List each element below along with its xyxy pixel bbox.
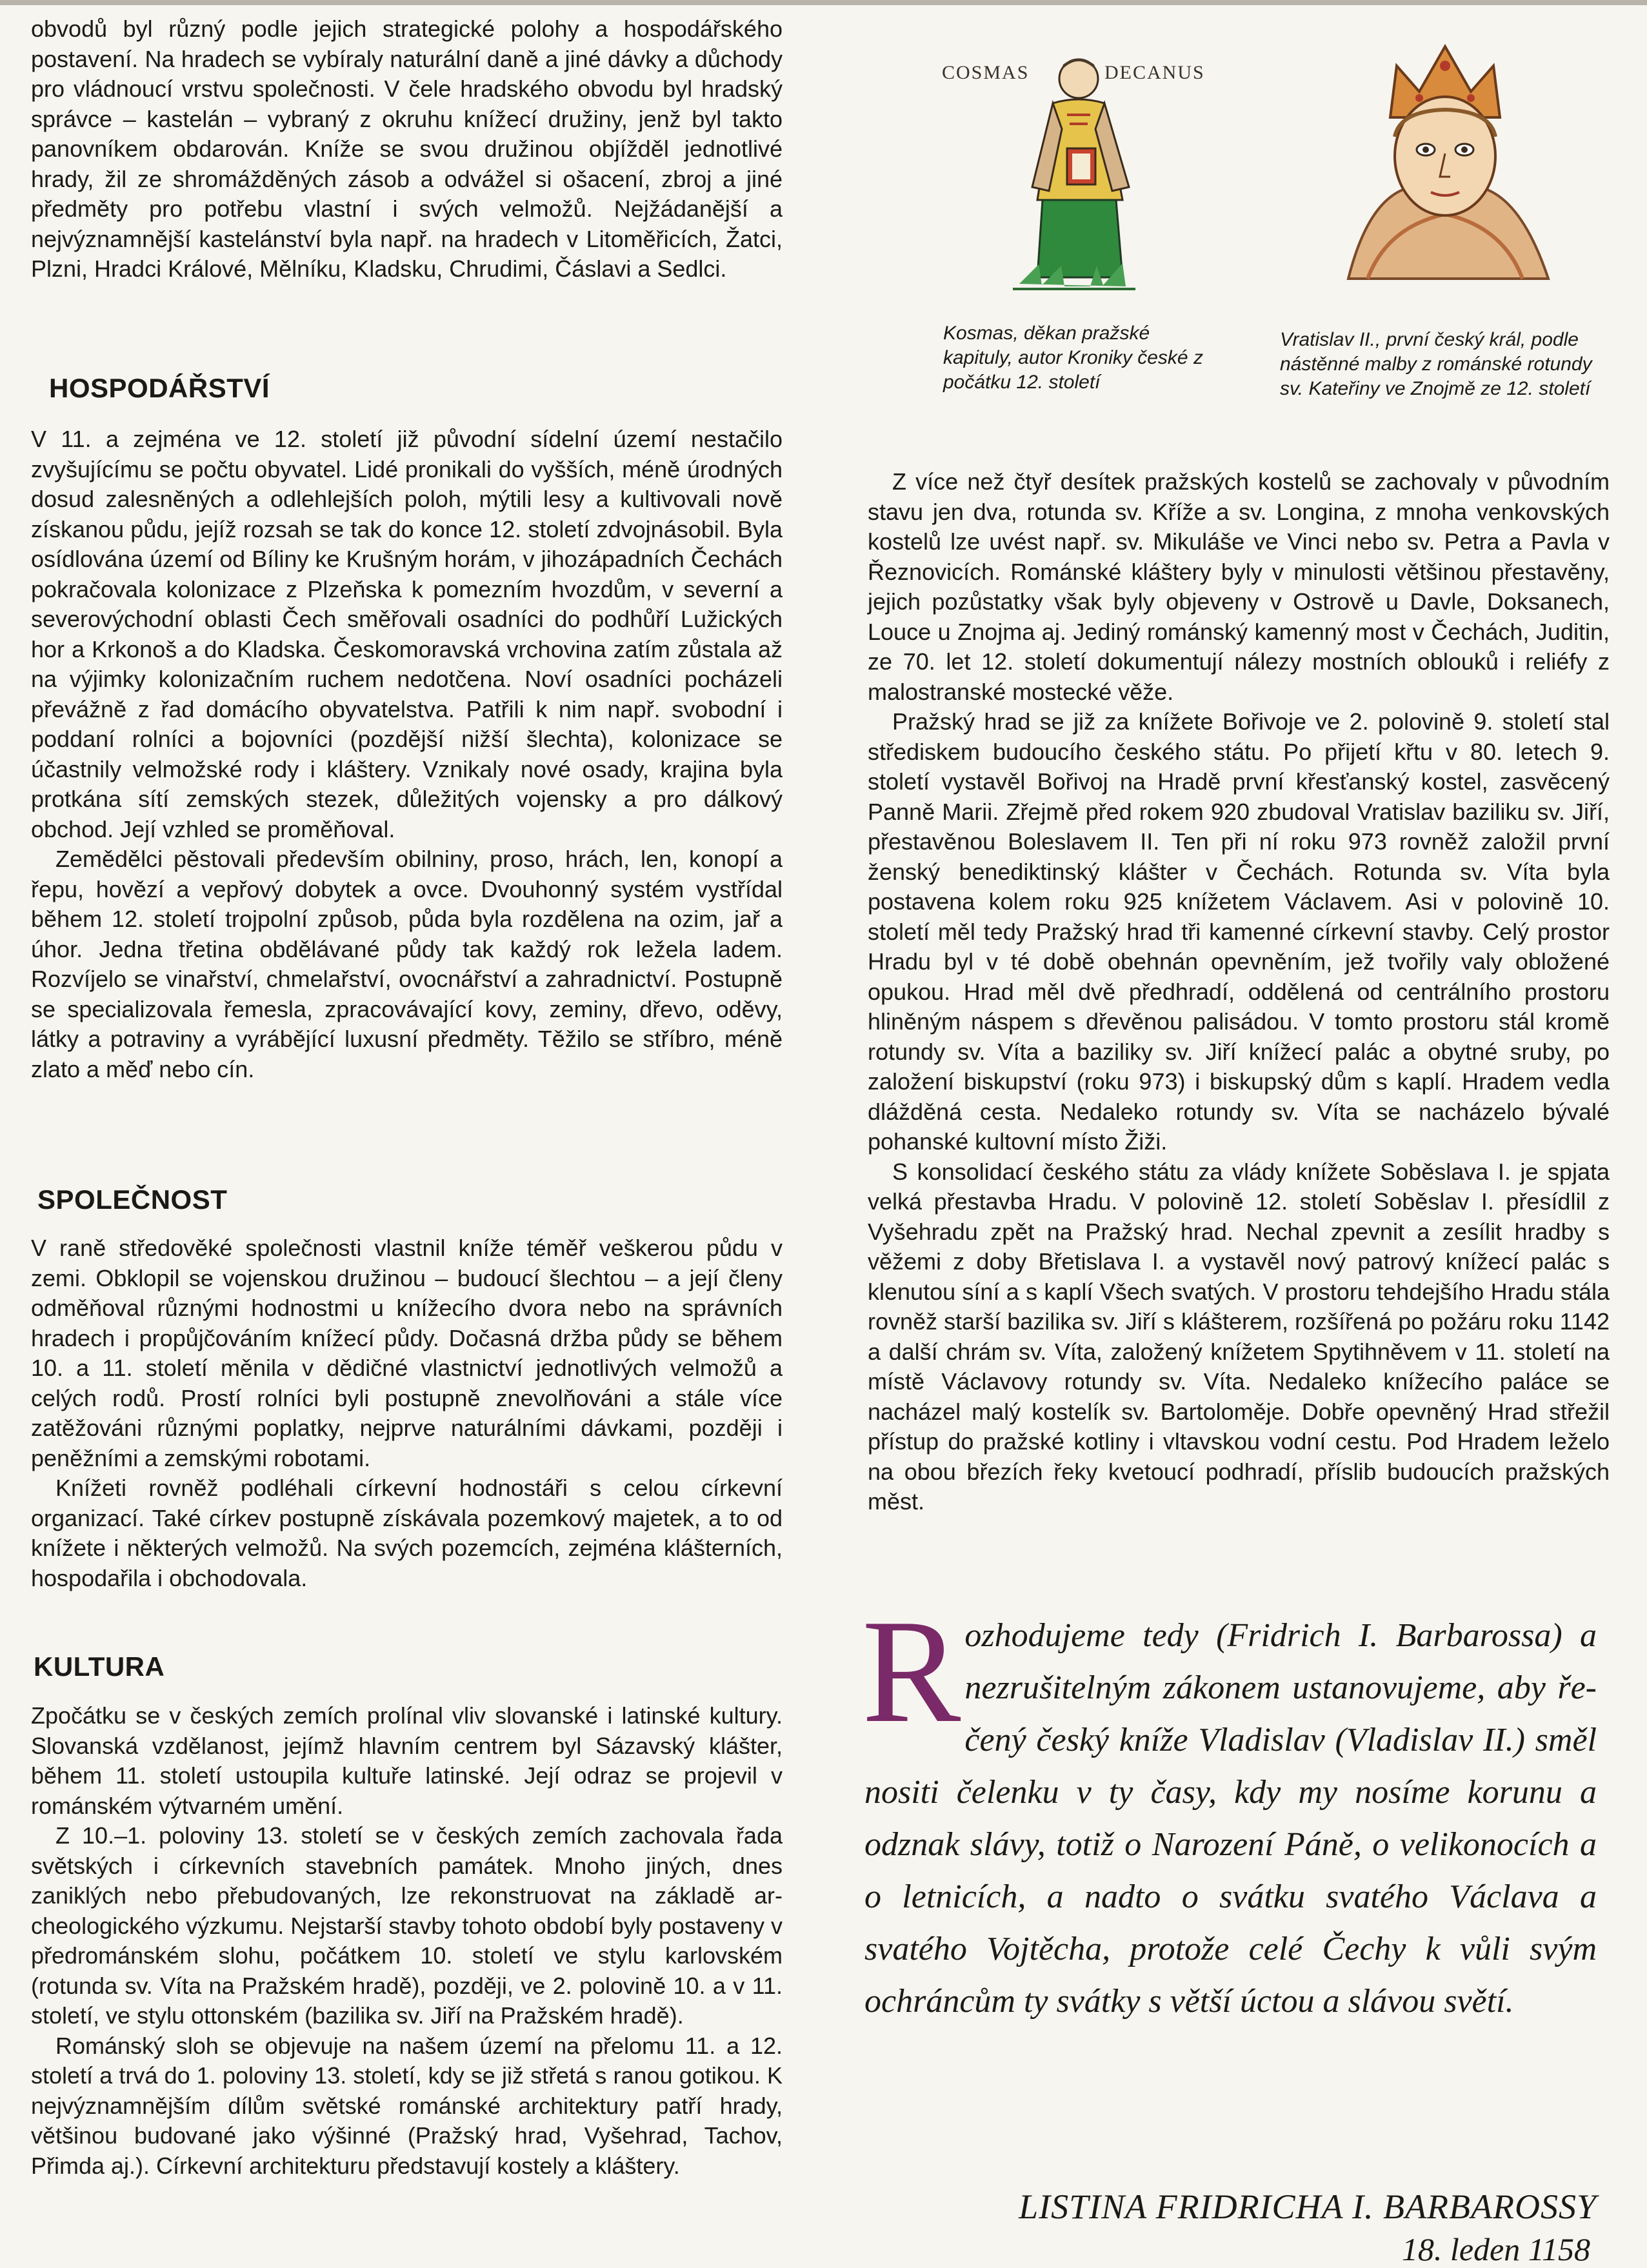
section-hospodarstvi [31,424,783,1084]
intro-paragraph: obvodů byl různý podle jejich strategické polohy a hospodářského postavení. Na hradech se vybíraly naturální daně a jiné dávky a důchody pro vládnoucí vrstvu společnosti. V čele hradského obvodu byl hradský správce – kastelán – vybraný z okruhu knížecí družiny, jenž byl takto panovníkem obdarován. Kníže se svou družinou objížděl jednotlivé hrady, žil ze shromážděných zásob a odvážel si ošacení, zbroj a jiné předměty pro potřebu vlastní i svých velmožů. Nejžádanější a nejvýznamnější kastelánství byla např. na hradech v Litoměřicích, Žatci, Plzni, Hradci Králové, Mělníku, Kladsku, Chrudimi, Čáslavi a Sedlci. [31,15,783,282]
right-paragraph-1: Z více než čtyř desítek pražských kostelů se zachovaly v původním stavu jen dva, rotunda sv. Kříže a sv. Longina, z mnoha venkovských kostelů lze uvést např. sv. Mikuláše ve Vinci nebo sv. Petra a Pavla v Řeznovicích. Románské kláštery byly v minulosti většinou přestavěny, jejich pozůstatky však byly objeveny v Ostrově u Davle, Doksanech, Louce u Znojma aj. Jediný románský kamenný most v Čechách, Juditin, ze 70. let 12. století dokumentují nálezy mostních oblouků i reliéfy z malostranské mostecké věže. [868,468,1610,705]
vratislav-portrait-drawing [1329,40,1561,285]
kultura-paragraph-3: Románský sloh se objevuje na našem území na přelomu 11. a 12. století a trvá do 1. poloviny 13. století, kdy se již střetá s ranou gotikou. K nejvýznamnějším dílům světské románské architektury patří hrady, většinou budované jako výšinné (Pražský hrad, Vyšehrad, Tachov, Přimda aj.). Církevní architekturu představují kostely a kláštery. [31,2032,783,2179]
quote-dropcap: R [862,1589,961,1753]
quote-source-date: 18. leden 1158 [1401,2231,1590,2267]
heading-spolecnost: SPOLEČNOST [37,1184,228,1215]
spolecnost-paragraph-2: Knížeti rovněž podléhali církevní hodnostáři s celou církevní organizací. Také církev postupně získávala pozemkový majetek, a to od knížete i některých velmožů. Na svých pozemcích, zejména klášterních, hospodařila i obchodovala. [31,1475,783,1591]
heading-hospodarstvi: HOSPODÁŘSTVÍ [49,373,270,403]
page-top-edge [0,0,1647,5]
section-spolecnost [31,1233,783,1593]
right-column [868,467,1610,1517]
cosmas-figure-drawing [929,39,1213,297]
kultura-paragraph-1: Zpočátku se v českých zemích prolínal vliv slovanské i latinské kultury. Slovanská vzdělanost, jejímž hlavním centrem byl Sázavský klášter, během 11. století ustoupila kultuře latinské. Její odraz se projevil v románském výtvarném umění. [31,1702,783,1819]
cosmas-illustration [929,39,1213,297]
spolecnost-paragraph-1: V raně středověké společnosti vlastnil kníže téměř veškerou půdu v zemi. Obklopil se vojenskou družinou – budoucí šlechtou – a její členy odměňoval různými hodnostmi u knížecího dvora nebo na správních hradech i propůjčováním knížecí půdy. Dočasná držba půdy se během 10. a 11. století měnila v dědičné vlastnictví jednotlivých velmožů a celých rodů. Prostí rolníci byli postupně znevolňováni a stále více zatěžováni různými poplatky, nejprve naturálními dávkami, později i peněžními a zemskými robotami. [31,1235,783,1471]
quote-text: ozhodujeme tedy (Fridrich I. Barbarossa) a nezrušitelným zákonem ustanovujeme, aby řečený český kníže Vladislav (Vladislav II.) směl nositi čelenku v ty časy, kdy my nosíme korunu a odznak slávy, totiž o Narození Páně, o velikonocích a o letnicích, a nadto o svátku svatého Václava a svatého Vojtěcha, protože celé Čechy k vůli svým ochráncům ty svátky s větší úctou a slávou světí. [864,1617,1597,2020]
cosmas-label-right: DECANUS [1104,62,1205,83]
heading-kultura: KULTURA [34,1651,165,1682]
cosmas-caption: Kosmas, děkan pražské kapituly, autor Kroniky české z počátku 12. století [943,323,1203,393]
hospodarstvi-paragraph-1: V 11. a zejména ve 12. století již původní sídelní území nestačilo zvyšujícímu se počtu obyvatel. Lidé pronikali do vyšších, méně úrodných dosud zalesněných a odlehlejších poloh, mýtili lesy a kultivovali nově získanou půdu, jejíž rozsah se tak do konce 12. století zdvojnásobil. Byla osídlována území od Bíliny ke Krušným horám, v jihozápadních Čechách pokračovala kolonizace z Plzeňska k pomezním hvozdům, v severní a severovýchodní oblasti Čech směřovali osadníci do podhůří Lužických hor a Krkonoš a do Kladska. Českomoravská vrchovina zatím zůstala až na výjimky kolonizačním ruchem nedotčena. Noví osadníci pocházeli převážně z řad domácího obyvatelstva. Patřili k nim např. svobodní i poddaní rolníci a bojovníci (pozdější nižší šlechta), kolonizace se účastnily velmožské rody i kláštery. Vznikaly nové osady, krajina byla protkána sítí zemských stezek, důležitých vojensky a pro dálkový obchod. Její vzhled se proměňoval. [31,426,783,842]
vratislav-illustration [1329,40,1561,285]
cosmas-label-left: COSMAS [942,62,1030,83]
hospodarstvi-paragraph-2: Zemědělci pěstovali především obilniny, proso, hrách, len, konopí a řepu, hovězí a vepřový dobytek a ovce. Dvouhonný systém vystřídal během 12. století trojpolní způsob, půda byla rozdělena na ozim, jař a úhor. Jedna třetina obdělávané půdy tak každý rok ležela ladem. Rozvíjelo se vinařství, chmelařství, ovocnářství a zahradnictví. Postupně se specializovala řemesla, zpracovávající kovy, zeminy, dřevo, oděvy, látky a potraviny a vyrábějící luxusní předměty. Těžilo se stříbro, méně zlato a měď nebo cín. [31,846,783,1082]
right-paragraph-3: S konsolidací českého státu za vlády knížete Soběslava I. je spjata velká přestavba Hradu. V polovině 12. století Soběslav I. přesídlil z Vyšehradu zpět na Pražský hrad. Nechal zpevnit a zesílit hradby s věžemi z doby Břetislava I. a vystavěl nový patrový knížecí palác s klenutou síní a s kaplí Všech svatých. V prostoru tehdejšího Hradu stála rovněž starší bazilika sv. Jiří s klášterem, rozšířená po požáru roku 1142 a další chrám sv. Víta, založený knížetem Spytihněvem v 11. století na místě Václavovy rotundy sv. Víta. Nedaleko knížecího paláce se nacházel malý kostelík sv. Bartoloměje. Dobře opevněný Hrad střežil přístup do pražské kotliny i vltavskou vodní cestu. Pod Hradem leželo na obou březích řeky kvetoucí podhradí, příslib budoucích pražských měst. [868,1158,1610,1515]
vratislav-caption: Vratislav II., první český král, podle nástěnné malby z románské rotundy sv. Kateřiny ve Znojmě ze 12. století [1280,329,1592,399]
quote-source-title: LISTINA FRIDRICHA I. BARBAROSSY [1019,2187,1597,2226]
quote-paragraph [862,1589,1597,2027]
left-column [31,14,783,284]
charter-quote [862,1589,1597,2027]
right-paragraph-2: Pražský hrad se již za knížete Bořivoje ve 2. polovině 9. století stal střediskem budoucího českého státu. Po přijetí křtu v 80. letech 9. století vystavěl Bořivoj na Hradě první křesťanský kostel, zasvěcený Panně Marii. Zřejmě před rokem 920 zbudoval Vratislav baziliku sv. Jiří, přestavěnou Boleslavem II. Ten při ní roku 973 rovněž založil první ženský benediktinský klášter v Čechách. Rotunda sv. Víta byla postavena kolem roku 925 knížetem Václavem. Asi v polovině 10. století měl tedy Pražský hrad tři kamenné církevní stavby. Celý prostor Hradu byl v té době obehnán opevněním, jež tvořily valy obložené opukou. Hrad měl dvě předhradí, oddělená od centrálního prostoru hliněným náspem s dřevěnou palisádou. V tomto prostoru stál kromě rotundy sv. Víta a baziliky sv. Jiří knížecí palác a obytné sruby, po založení biskupství (roku 973) i biskupský dům s kaplí. Hradem vedla dlážděná cesta. Nedaleko rotundy sv. Víta se nacházelo bývalé pohanské kultovní místo Žiži. [868,708,1610,1155]
kultura-paragraph-2: Z 10.–1. poloviny 13. století se v českých zemích zachovala řada světských i církevních stavebních památek. Mnoho jiných, dnes zaniklých nebo přebudovaných, lze rekonstruovat na základě archeologického výzkumu. Nejstarší stavby tohoto období byly postaveny v předrománském slohu, počátkem 10. století ve stylu karlovském (rotunda sv. Víta na Pražském hradě), později, ve 2. polovině 10. a v 11. století, ve stylu ottonském (bazilika sv. Jiří na Pražském hradě). [31,1822,783,2029]
section-kultura [31,1701,783,2181]
